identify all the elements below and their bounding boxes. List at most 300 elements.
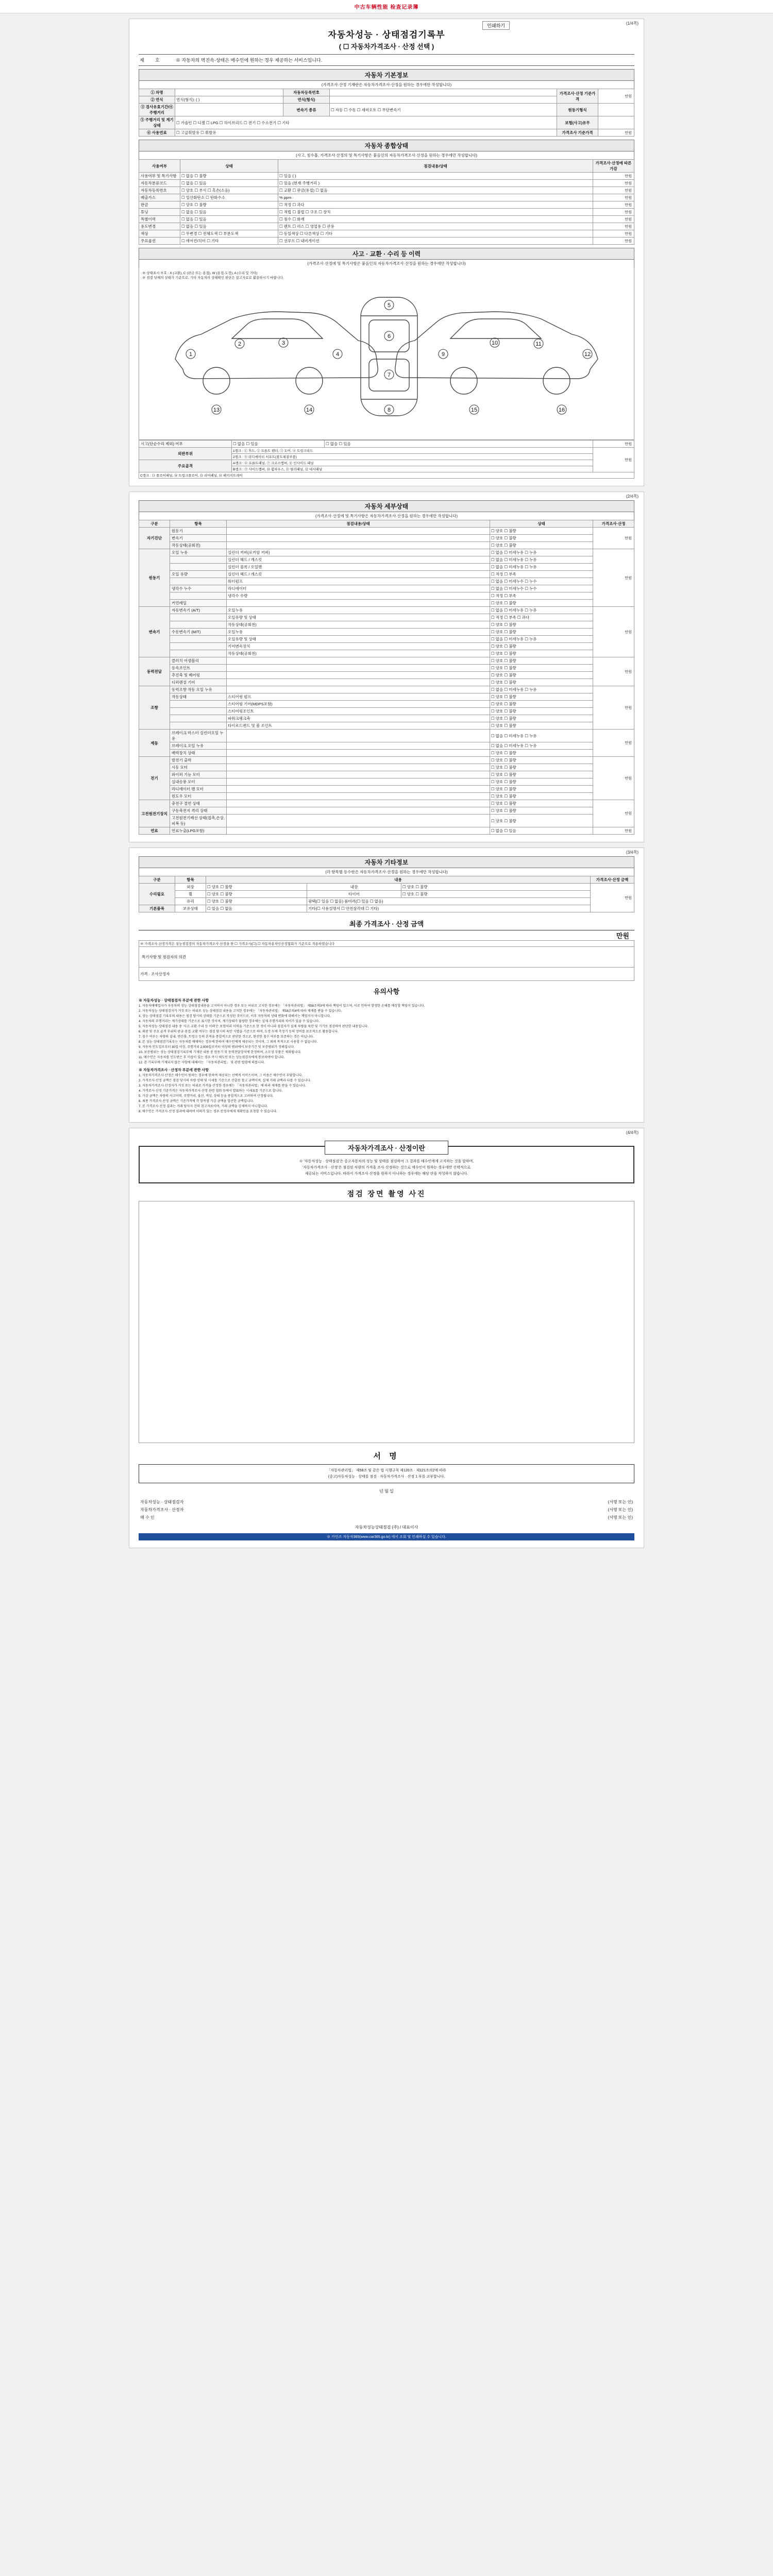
detail-states-2-3[interactable]: ☐ 양호 ☐ 불량 [490,629,593,636]
declaration-line-0: ※ '자동차성능 · 상태점검'은 중고자동차의 성능 및 상태를 점검하여 그 결과를 매수인에게 고지하는 것을 말하며, [299,1159,474,1163]
table-row [139,571,634,578]
detail-item-2-1 [170,614,227,621]
detail-item-1-1 [170,556,227,564]
accident-row-v2[interactable]: ☐ 없음 ☐ 있음 [325,440,593,448]
detail-group-8: 연료 [139,827,170,835]
sig-value-1[interactable] [231,1506,578,1514]
detail-item-7-2: 고전원전기배선 상태(접촉,손상,피복 등) [170,815,227,827]
detail-states-3-3[interactable]: ☐ 양호 ☐ 불량 [490,679,593,686]
svg-text:9: 9 [441,351,445,358]
sig-label-2: 매 수 인 [140,1515,155,1520]
accident-row-label: 시고(단순수리 제외) 여부 [139,440,232,448]
notice-item-1-2: 3. 자동차가격조사·산정자가 거짓 또는 허위로 가격을 산정한 경우에는 「자동차관리법」에 따라 제재를 받을 수 있습니다. [139,1084,306,1088]
table-row [139,941,634,947]
other-r1-c2[interactable]: ☐ 양호 ☐ 불량 [206,891,307,898]
detail-gain-6[interactable]: 만원 [593,757,634,800]
legend-gain[interactable]: 만원 [593,448,634,472]
detail-head-1: 항목 [170,520,227,528]
detail-note-3-3 [227,679,490,686]
cell-regno-value[interactable] [330,89,557,96]
final-note-text: ※ 가격조사·산정가격은 성능점검장의 자동차가격조사·산정을 한 ☐ 가격조사(☐) ☐ 자동차용차인산정협회가 기준으로 적용하였습니다 [139,941,634,947]
page-4 [129,1128,644,1548]
table-row [139,1521,634,1531]
other-gain[interactable]: 만원 [591,884,634,912]
notice-item-1-7: 8. 매수인은 가격조사·산정 결과에 대하여 이의가 있는 경우 산정자에게 재확인을 요청할 수 있습니다. [139,1109,277,1113]
table-row [139,715,634,722]
sig-seal-0[interactable]: (서명 또는 인) [608,1500,633,1505]
table-row [139,778,634,786]
section-other-note: (각 항목별 등수란은 자동차가격조사·산정을 원하는 경우에만 작성합니다) [139,868,634,876]
detail-item-2-2 [170,621,227,629]
table-row [139,564,634,571]
overall-r0-c3[interactable]: 만원 [593,173,634,180]
final-note-table [139,940,634,981]
other-r0-c4[interactable]: ☐ 양호 ☐ 불량 [401,884,590,891]
notice-item-0-10: 11. 매수인은 자동차를 인도받은 후 이상이 있는 경우 즉시 매도인 또는 성능점검자에게 통보하여야 합니다. [139,1055,285,1059]
declaration-line-1: '자동차가격조사 · 산정'은 점검된 차량의 가격을 조사·산정하는 것으로 매수인이 원하는 경우에만 선택적으로 [302,1165,471,1170]
detail-note-4-1: 스티어링 펌프 [227,693,490,701]
detail-gain-1[interactable]: 만원 [593,549,634,607]
overall-r2-c0: 자동차등록번호 [139,187,180,194]
detail-states-1-5[interactable]: ☐ 없음 ☐ 미세누수 ☐ 누수 [490,585,593,592]
detail-states-3-0[interactable]: ☐ 양호 ☐ 불량 [490,657,593,665]
svg-text:3: 3 [281,340,285,346]
row-label-base-price: 가격조사·산정 기준가격 [557,89,598,104]
overall-r4-c2[interactable]: ☐ 적정 ☐ 과다 [278,201,593,209]
signature-date[interactable]: 년 월 일 [379,1489,394,1494]
svg-text:1: 1 [189,351,193,358]
detail-head-3: 상태 [490,520,593,528]
notice-item-1-5: 6. 최종 가격조사·산정 금액은 기준가격에 각 항목별 가감 금액을 합산한 금액입니다. [139,1099,254,1104]
detail-states-1-0[interactable]: ☐ 없음 ☐ 미세누유 ☐ 누유 [490,549,593,556]
detail-gain-7[interactable]: 만원 [593,800,634,827]
overall-r8-c0: 색상 [139,230,180,238]
detail-states-0-1[interactable]: ☐ 양호 ☐ 불량 [490,535,593,542]
overall-r0-c2[interactable]: ☐ 있음 ( ) [278,173,593,180]
detail-state-table [139,520,634,835]
signature-title: 서 명 [373,1451,400,1461]
detail-item-4-5 [170,722,227,730]
overall-r7-c2[interactable]: ☐ 렌트 ☐ 리스 ☐ 영업용 ☐ 관용 [278,223,593,230]
other-r2-c1: 유리 [175,898,206,905]
section-accident-title: 사고 · 교환 · 수리 등 이력 [139,248,634,260]
detail-states-1-2[interactable]: ☐ 없음 ☐ 미세누유 ☐ 누유 [490,564,593,571]
svg-text:8: 8 [387,407,391,413]
detail-item-0-1: 변속기 [170,535,227,542]
legend-label-frame: 주요골격 [139,460,232,472]
detail-item-6-3: 실내송풍 모터 [170,778,227,786]
detail-item-2-4 [170,636,227,643]
other-head-1: 항목 [175,876,206,884]
detail-group-3: 동력전달 [139,657,170,686]
detail-note-1-0: 실린더 커버(로커암 커버) [227,549,490,556]
accident-row-gain[interactable]: 만원 [593,440,634,448]
row-label-fuel: ⑥ 사용연료 [139,129,175,137]
signature-note-line-1: (중고)자동차성능 · 상태를 점검 · 자동차가격조사 · 산정 1 부를 교부합니다. [328,1475,445,1479]
detail-states-5-0[interactable]: ☐ 없음 ☐ 미세누유 ☐ 누유 [490,730,593,742]
cell-remark-value[interactable]: 만원 [598,129,634,137]
detail-states-4-4[interactable]: ☐ 양호 ☐ 불량 [490,715,593,722]
detail-note-6-1 [227,764,490,771]
overall-head-3: 가격조사·산정에 따른 가감 [593,160,634,173]
table-row [139,472,634,479]
page-1 [129,19,644,486]
detail-states-4-0[interactable]: ☐ 없음 ☐ 미세누유 ☐ 누유 [490,686,593,693]
detail-item-5-0: 브레이크 마스터 실린더오일 누유 [170,730,227,742]
overall-r5-c3[interactable]: 만원 [593,209,634,216]
detail-states-2-2[interactable]: ☐ 양호 ☐ 불량 [490,621,593,629]
sig-label-0: 자동차성능 · 상태점검자 [140,1500,184,1505]
detail-item-2-0: 자동변속기 (A/T) [170,607,227,614]
table-row [139,693,634,701]
notice-item-0-11: 12. 본 기록부에 기재되지 않은 사항에 대해서는 「자동차관리법」 및 관련 법령에 따릅니다. [139,1060,265,1064]
print-button[interactable]: 인쇄하기 [482,21,510,30]
table-row [139,672,634,679]
detail-gain-2[interactable]: 만원 [593,607,634,657]
detail-group-6: 전기 [139,757,170,800]
detail-states-2-1[interactable]: ☐ 적정 ☐ 부족 ☐ 과다 [490,614,593,621]
table-row [139,607,634,614]
table-row [139,708,634,715]
section-detail-title: 자동차 세부상태 [139,500,634,512]
detail-gain-5[interactable]: 만원 [593,730,634,757]
table-row [139,800,634,807]
table-row [139,771,634,778]
detail-note-1-3: 실린더 헤드 / 개스킷 [227,571,490,578]
detail-states-2-5[interactable]: ☐ 양호 ☐ 불량 [490,643,593,650]
table-row [139,742,634,750]
overall-r7-c3[interactable]: 만원 [593,223,634,230]
detail-states-1-7[interactable]: ☐ 양호 ☐ 불량 [490,600,593,607]
other-r3-c3[interactable]: 기타(☐ 사용설명서 ☐ 안전삼각대 ☐ 기타) [307,905,590,912]
inspector-row[interactable]: 가격 · 조사산정자 [139,968,634,981]
detail-gain-0[interactable]: 만원 [593,528,634,549]
table-row [139,600,634,607]
other-head-0: 구분 [139,876,175,884]
table-row [139,194,634,201]
overall-r1-c2[interactable]: ☐ 있음 (현재 주행거리 ) [278,180,593,187]
detail-states-4-3[interactable]: ☐ 양호 ☐ 불량 [490,708,593,715]
notice-body [139,998,634,1114]
row-label-inspection: ③ 검사유효기간/④ 주행거리 [139,104,175,116]
row-label-carname: ① 차명 [139,89,175,96]
overall-r1-c1[interactable]: ☐ 없음 ☐ 있음 [180,180,278,187]
detail-group-5: 제동 [139,730,170,757]
detail-item-1-0: 오일 누유 [170,549,227,556]
legend-outer-1: 1랭크 : ① 후드, ② 프론트 펜더, ③ 도어, ④ 트렁크리드 [232,448,593,454]
other-r3-c1: 보유상태 [175,905,206,912]
page-title: 자동차성능 · 상태점검기록부 [328,30,445,40]
detail-item-2-3: 수동변속기 (M/T) [170,629,227,636]
table-row [139,827,634,835]
detail-note-2-1: 오일유량 및 상태 [227,614,490,621]
table-row [139,722,634,730]
detail-states-7-1[interactable]: ☐ 양호 ☐ 불량 [490,807,593,815]
overall-r9-c0: 주요옵션 [139,238,180,245]
detail-note-2-6: 작동상태(공회전) [227,650,490,657]
overall-r0-c1[interactable]: ☐ 없음 ☐ 불량 [180,173,278,180]
table-row [139,898,634,905]
svg-text:2: 2 [238,341,242,347]
detail-states-6-3[interactable]: ☐ 양호 ☐ 불량 [490,778,593,786]
declaration-box [139,1146,634,1183]
detail-note-2-0: 오일누유 [227,607,490,614]
detail-states-3-2[interactable]: ☐ 양호 ☐ 불량 [490,672,593,679]
svg-text:11: 11 [535,341,542,347]
detail-states-1-4[interactable]: ☐ 없음 ☐ 미세누수 ☐ 누수 [490,578,593,585]
detail-note-4-5: 타이로드엔드 및 볼 조인트 [227,722,490,730]
detail-states-0-0[interactable]: ☐ 양호 ☐ 불량 [490,528,593,535]
detail-note-6-3 [227,778,490,786]
accident-row-v1[interactable]: ☐ 없음 ☐ 있음 [232,440,325,448]
table-row [139,578,634,585]
row-label-transmission: 변속기 종류 [283,104,330,116]
cell-engine-value[interactable] [598,104,634,116]
other-r2-c3[interactable]: 광택(☐ 있음 ☐ 없음) 룸미러(☐ 있음 ☐ 없음) [307,898,590,905]
table-row [139,665,634,672]
detail-item-0-2: 작동상태(공회전) [170,542,227,549]
table-row [139,968,634,981]
signature-note-line-0: 「자동차관리법」 제58조 및 같은 법 시행규칙 제120조 · 제121조의2에 따라 [327,1468,446,1472]
detail-gain-3[interactable]: 만원 [593,657,634,686]
detail-states-5-1[interactable]: ☐ 없음 ☐ 미세누유 ☐ 누유 [490,742,593,750]
other-r0-c0: 수리필요 [139,884,175,905]
footer-note: ※ 카인즈 자동차365(www.car365.go.kr) 에서 조회 및 인쇄하실 수 있습니다. [139,1533,634,1540]
final-amount-value[interactable]: 만원 [616,932,629,940]
overall-r6-c3[interactable]: 만원 [593,216,634,223]
table-row [139,216,634,223]
sig-value-2[interactable] [231,1514,578,1521]
detail-item-4-2 [170,701,227,708]
section-overall-title: 자동차 종합상태 [139,140,634,151]
detail-item-5-2: 배력장치 상태 [170,750,227,757]
other-r1-c4[interactable]: ☐ 양호 ☐ 불량 [401,891,590,898]
table-row [139,650,634,657]
notice-item-0-6: 7. 침수 여부는 차량의 실내, 엔진룸, 트렁크 등의 흔적을 종합적으로 판단한 것으로, 완전한 침수 여부를 보증하는 것은 아닙니다. [139,1035,314,1039]
row-label-accident: 보험(사고)유무 [557,116,598,129]
notice-item-1-4: 5. 가감 금액은 차량의 사고이력, 주행거리, 옵션, 색상, 상태 등을 종합적으로 고려하여 산정됩니다. [139,1094,274,1098]
special-remark-cell[interactable] [139,947,634,968]
detail-states-1-1[interactable]: ☐ 없음 ☐ 미세누유 ☐ 누유 [490,556,593,564]
detail-item-6-4: 라디에이터 팬 모터 [170,786,227,793]
detail-note-4-2: 스티어링 기어(MDPS포함) [227,701,490,708]
other-info-table [139,876,634,912]
detail-note-2-4: 오일유량 및 상태 [227,636,490,643]
overall-r8-c1[interactable]: ☐ 무변경 ☐ 전체도색 ☐ 부분도색 [180,230,278,238]
overall-r5-c0: 튜닝 [139,209,180,216]
table-row [139,643,634,650]
overall-r9-c2[interactable]: ☐ 선루프 ☐ 내비게이션 [278,238,593,245]
detail-states-4-1[interactable]: ☐ 양호 ☐ 불량 [490,693,593,701]
overall-r3-c3[interactable]: 만원 [593,194,634,201]
signature-table [139,1498,634,1531]
detail-states-7-0[interactable]: ☐ 양호 ☐ 불량 [490,800,593,807]
photo-area [139,1201,634,1443]
cell-fuel-value[interactable]: ☐ 고급휘발유 ☐ 휘발유 [175,129,557,137]
detail-item-1-3: 오일 유량 [170,571,227,578]
detail-note-6-4 [227,786,490,793]
svg-text:10: 10 [491,340,498,346]
row-label-regno: 자동차등록번호 [283,89,330,96]
detail-item-8-0: 연료누출(LPG포함) [170,827,227,835]
svg-text:13: 13 [213,407,220,413]
notice-item-0-5: 6. 외판 및 주요 골격 부위의 판금·용접·교환 여부는 점검 당시의 육안 식별을 기준으로 하며, 도장 두께 측정기 등의 장비를 보조적으로 활용합니다. [139,1030,339,1034]
cell-mileage-value[interactable]: ☐ 가솔린 ☐ 디젤 ☐ LPG ☐ 하이브리드 ☐ 전기 ☐ 수소전기 ☐ 기타 [175,116,557,129]
section-overall-note: (사고, 침수흡, 가격조사·산정의 및 특기사항은 붙음인의 자동차가격조사·산정을 원하는 경우에만 작성합니다) [139,151,634,159]
detail-states-0-2[interactable]: ☐ 양호 ☐ 불량 [490,542,593,549]
detail-note-1-1: 실린더 헤드 / 개스킷 [227,556,490,564]
detail-note-2-3: 오일누유 [227,629,490,636]
top-notice-text: 中古车辆性能 检查记录簿 [354,5,419,10]
detail-states-3-1[interactable]: ☐ 양호 ☐ 불량 [490,665,593,672]
detail-gain-4[interactable]: 만원 [593,686,634,730]
overall-r2-c1[interactable]: ☐ 양호 ☐ 부식 ☐ 혹손(소음) [180,187,278,194]
cell-year-value[interactable]: 연식(형식): ( ) [175,96,283,104]
overall-r6-c0: 특별이력 [139,216,180,223]
detail-item-4-0: 동력조향 작동 오일 누유 [170,686,227,693]
detail-states-2-6[interactable]: ☐ 양호 ☐ 불량 [490,650,593,657]
detail-gain-8[interactable]: 만원 [593,827,634,835]
page-number-1: (1/4쪽) [626,21,638,26]
detail-states-5-2[interactable]: ☐ 양호 ☐ 불량 [490,750,593,757]
page-number-2: (2/4쪽) [626,494,638,499]
table-row [139,528,634,535]
table-row [139,592,634,600]
page-number-4: (4/4쪽) [626,1130,638,1135]
detail-group-7: 고전원전기장치 [139,800,170,827]
svg-text:12: 12 [584,351,591,358]
detail-note-1-5: 라디에이터 [227,585,490,592]
notice-item-0-7: 8. 본 성능·상태점검기록부는 자동차를 매매하는 경우에 한하여 매수인에게 제공되는 것이며, 그 외의 목적으로 사용할 수 없습니다. [139,1040,318,1044]
detail-note-4-3: 스티어링조인트 [227,708,490,715]
detail-note-4-0 [227,686,490,693]
other-head-3: 가격조사·산정 금액 [591,876,634,884]
svg-text:7: 7 [387,372,391,378]
detail-states-4-2[interactable]: ☐ 양호 ☐ 불량 [490,701,593,708]
cell-modelyear-value[interactable] [330,96,557,104]
detail-head-0: 구분 [139,520,170,528]
overall-r2-c3[interactable]: 만원 [593,187,634,194]
table-row [139,209,634,216]
cell-transmission-value[interactable]: ☐ 자동 ☐ 수동 ☐ 세미오토 ☐ 무단변속기 [330,104,557,116]
detail-states-6-5[interactable]: ☐ 양호 ☐ 불량 [490,793,593,800]
detail-states-6-0[interactable]: ☐ 양호 ☐ 불량 [490,757,593,764]
table-row [139,542,634,549]
intro-no-label: 제 [140,58,144,63]
detail-states-7-2[interactable]: ☐ 양호 ☐ 불량 [490,815,593,827]
cell-accident-value[interactable] [598,116,634,129]
overall-r3-c1[interactable]: ☐ 일산화탄소 ☐ 탄화수소 [180,194,278,201]
detail-states-6-2[interactable]: ☐ 양호 ☐ 불량 [490,771,593,778]
notice-item-0-9: 10. 보증범위는 성능·상태점검기록부에 기재된 내용 중 원동기 및 동력전달장치에 한정하며, 소모성 부품은 제외됩니다. [139,1050,301,1054]
detail-item-1-6 [170,592,227,600]
table-row [139,1506,634,1514]
detail-states-2-4[interactable]: ☐ 없음 ☐ 미세누유 ☐ 누유 [490,636,593,643]
detail-item-2-5 [170,643,227,650]
notice-section [139,986,634,1114]
legend-frame-1: A랭크 : ⑥ 프론트패널, ⑦ 크로스멤버, ⑧ 인사이드 패널 [232,460,593,466]
overall-r9-c3[interactable]: 만원 [593,238,634,245]
overall-r4-c1[interactable]: ☐ 양호 ☐ 불량 [180,201,278,209]
sig-seal-1[interactable]: (서명 또는 인) [608,1507,633,1513]
notice-item-1-0: 1. 자동차가격조사·산정은 매수인이 원하는 경우에 한하여 제공되는 선택적 서비스이며, 그 비용은 매수인이 부담합니다. [139,1074,303,1078]
detail-states-1-6[interactable]: ☐ 적정 ☐ 부족 [490,592,593,600]
legend-frame-3: C랭크 : ⑬ 플로어패널, ⑭ 트렁크플로어, ⑮ 리어패널, ⑯ 패키지트레이 [139,472,634,479]
table-row [139,947,634,968]
other-r3-c2[interactable]: ☐ 있음 ☐ 없음 [206,905,307,912]
signature-note [139,1464,634,1484]
other-r0-c2[interactable]: ☐ 양호 ☐ 불량 [206,884,307,891]
table-row [139,549,634,556]
detail-item-6-0: 발전기 출력 [170,757,227,764]
detail-note-0-1 [227,535,490,542]
table-row [139,238,634,245]
intro-row [139,54,634,66]
overall-r6-c1[interactable]: ☐ 없음 ☐ 있음 [180,216,278,223]
car-diagram [142,282,631,436]
cell-inspection-value[interactable] [175,104,283,116]
table-row [139,585,634,592]
detail-states-6-4[interactable]: ☐ 양호 ☐ 불량 [490,786,593,793]
cell-carname-value[interactable] [175,89,283,96]
detail-note-2-2: 작동상태(공회전) [227,621,490,629]
other-r0-c1: 외장 [175,884,206,891]
detail-note-5-2 [227,750,490,757]
overall-r5-c2[interactable]: ☐ 적법 ☐ 불법 ☐ 구조 ☐ 장치 [278,209,593,216]
overall-r8-c3[interactable]: 만원 [593,230,634,238]
cell-base-price[interactable]: 만원 [598,89,634,104]
sig-value-0[interactable] [231,1498,578,1506]
detail-note-3-1 [227,665,490,672]
detail-states-2-0[interactable]: ☐ 없음 ☐ 미세누유 ☐ 누유 [490,607,593,614]
detail-item-6-1: 시동 모터 [170,764,227,771]
row-label-engine: 원동기형식 [557,104,598,116]
detail-states-4-5[interactable]: ☐ 양호 ☐ 불량 [490,722,593,730]
row-label-remark: 가격조사 기준가격 [557,129,598,137]
overall-r1-c0: 자동차분류코드 [139,180,180,187]
overall-r9-c1[interactable]: ☐ 에어컨/히터 ☐ 기타 [180,238,278,245]
detail-note-7-2 [227,815,490,827]
overall-r6-c2[interactable]: ☐ 침수 ☐ 화재 [278,216,593,223]
detail-states-8-0[interactable]: ☐ 없음 ☐ 있음 [490,827,593,835]
detail-states-1-3[interactable]: ☐ 적정 ☐ 부족 [490,571,593,578]
overall-r8-c2[interactable]: ☐ 동일색상 ☐ 다른색상 ☐ 기타 [278,230,593,238]
overall-r5-c1[interactable]: ☐ 없음 ☐ 있음 [180,209,278,216]
table-row [139,905,634,912]
table-row [139,884,634,891]
detail-group-1: 원동기 [139,549,170,607]
detail-rows-body [139,528,634,835]
table-row [139,657,634,665]
detail-note-7-1 [227,807,490,815]
other-r2-c2[interactable]: ☐ 양호 ☐ 불량 [206,898,307,905]
sig-seal-2[interactable]: (서명 또는 인) [608,1515,633,1520]
overall-r7-c1[interactable]: ☐ 없음 ☐ 있음 [180,223,278,230]
overall-r4-c3[interactable]: 만원 [593,201,634,209]
intro-no-value: 호 [155,58,160,63]
detail-states-6-1[interactable]: ☐ 양호 ☐ 불량 [490,764,593,771]
overall-r3-c2[interactable]: % ppm · [278,194,593,201]
overall-r1-c3[interactable]: 만원 [593,180,634,187]
overall-r3-c0: 배출가스 [139,194,180,201]
table-row [139,535,634,542]
table-row [139,460,634,466]
table-row [139,440,634,448]
car-diagram-box [139,267,634,440]
overall-r2-c2[interactable]: ☐ 교환 ☐ 판금(용접) ☐ 없음 [278,187,593,194]
table-row [139,556,634,564]
svg-text:5: 5 [387,302,391,309]
